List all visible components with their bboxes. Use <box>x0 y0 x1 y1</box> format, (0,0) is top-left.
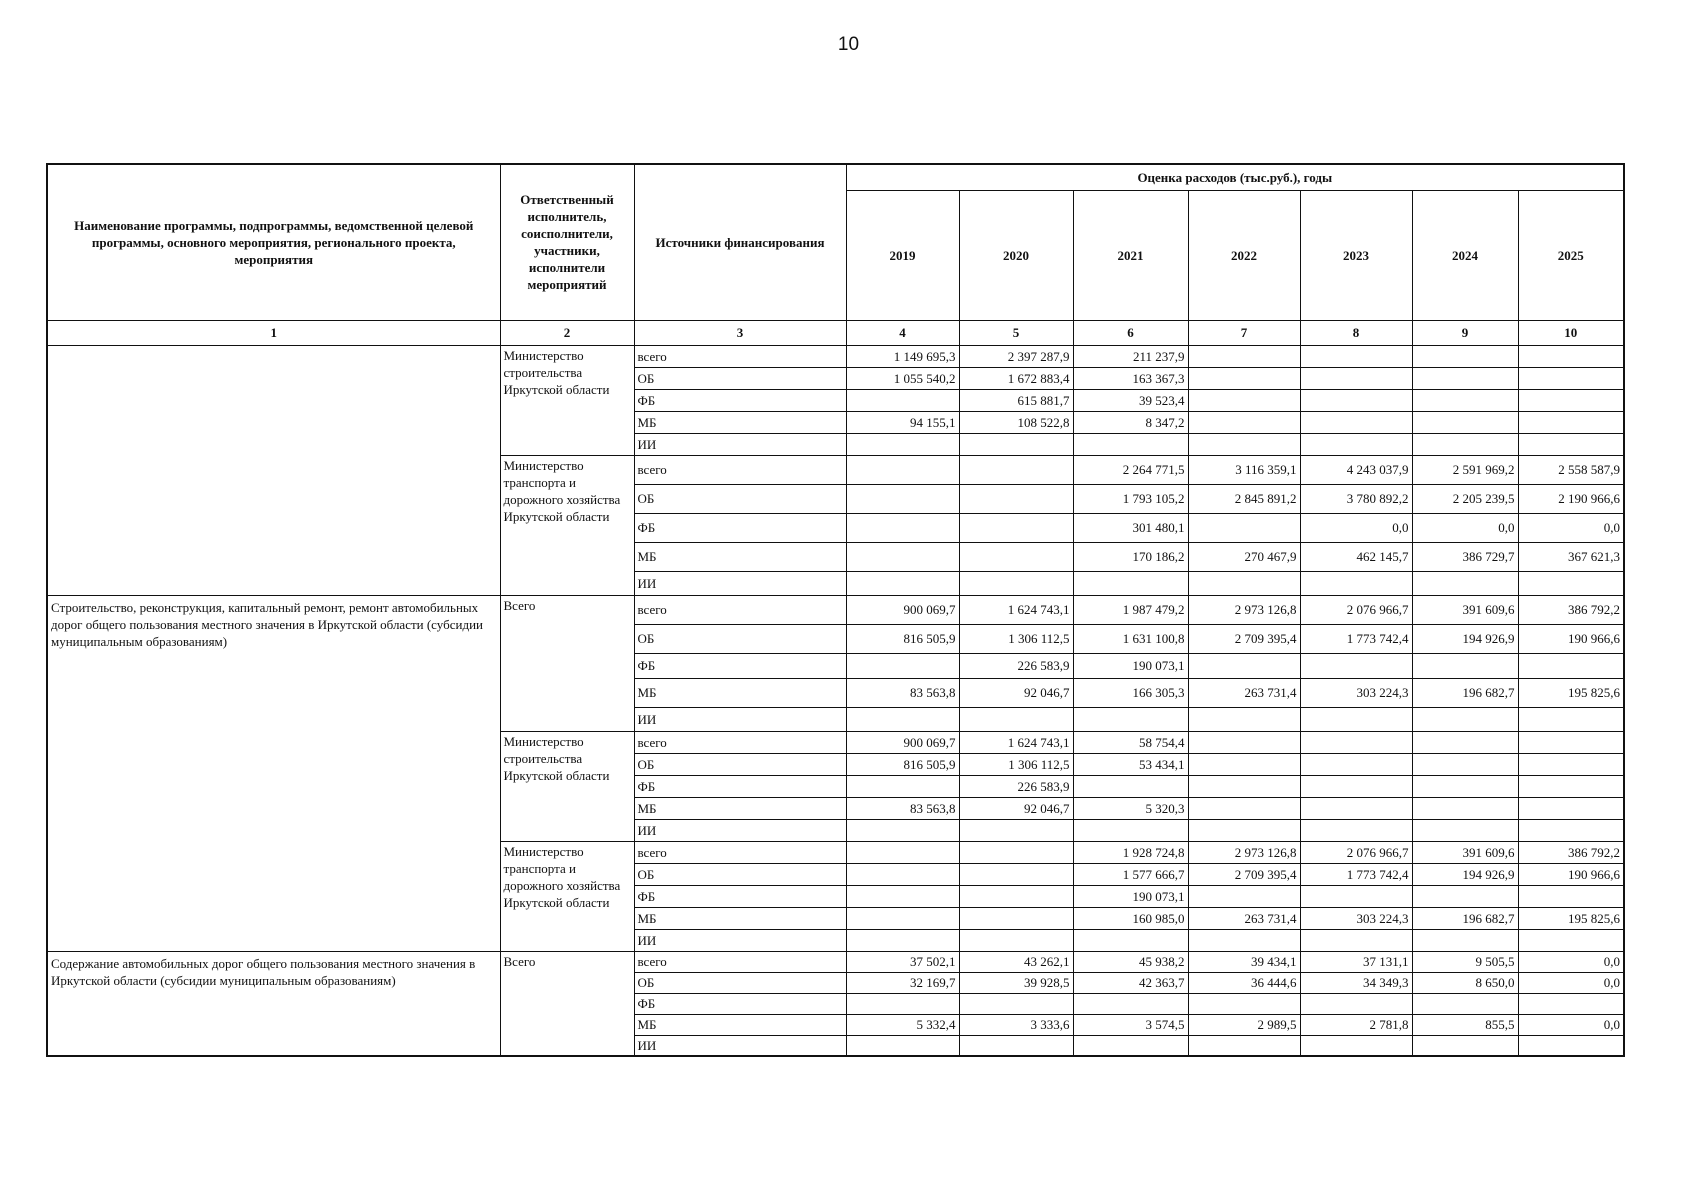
value-cell: 263 731,4 <box>1188 907 1300 929</box>
value-cell: 1 773 742,4 <box>1300 624 1412 653</box>
funding-source-cell: ИИ <box>634 929 846 951</box>
value-cell: 386 792,2 <box>1518 595 1624 624</box>
value-cell: 2 076 966,7 <box>1300 841 1412 863</box>
executor-cell: Всего <box>500 595 634 731</box>
funding-source-cell: МБ <box>634 411 846 433</box>
value-cell: 1 793 105,2 <box>1073 484 1188 513</box>
value-cell <box>1412 345 1518 367</box>
value-cell <box>1188 731 1300 753</box>
column-number: 5 <box>959 320 1073 345</box>
value-cell: 2 709 395,4 <box>1188 863 1300 885</box>
value-cell <box>1073 1035 1188 1056</box>
value-cell: 1 624 743,1 <box>959 731 1073 753</box>
value-cell <box>959 929 1073 951</box>
value-cell <box>1518 731 1624 753</box>
value-cell: 1 577 666,7 <box>1073 863 1188 885</box>
value-cell: 53 434,1 <box>1073 753 1188 775</box>
value-cell: 166 305,3 <box>1073 678 1188 707</box>
value-cell <box>959 484 1073 513</box>
value-cell: 270 467,9 <box>1188 542 1300 571</box>
value-cell: 0,0 <box>1518 513 1624 542</box>
value-cell <box>1518 1035 1624 1056</box>
value-cell: 190 966,6 <box>1518 624 1624 653</box>
value-cell <box>1412 929 1518 951</box>
value-cell <box>1188 929 1300 951</box>
value-cell: 211 237,9 <box>1073 345 1188 367</box>
value-cell: 462 145,7 <box>1300 542 1412 571</box>
header-year: 2023 <box>1300 190 1412 320</box>
table-body <box>47 345 1624 1056</box>
value-cell: 170 186,2 <box>1073 542 1188 571</box>
value-cell <box>1300 571 1412 595</box>
header-year: 2024 <box>1412 190 1518 320</box>
funding-source-cell: ОБ <box>634 367 846 389</box>
value-cell <box>1188 571 1300 595</box>
value-cell <box>846 389 959 411</box>
value-cell <box>1188 1035 1300 1056</box>
program-name-cell <box>47 345 500 595</box>
value-cell: 816 505,9 <box>846 624 959 653</box>
value-cell <box>1412 367 1518 389</box>
value-cell <box>1300 775 1412 797</box>
column-number: 7 <box>1188 320 1300 345</box>
value-cell: 9 505,5 <box>1412 951 1518 972</box>
value-cell <box>846 542 959 571</box>
value-cell <box>1412 993 1518 1014</box>
value-cell: 160 985,0 <box>1073 907 1188 929</box>
value-cell: 263 731,4 <box>1188 678 1300 707</box>
value-cell <box>1300 929 1412 951</box>
value-cell <box>1518 753 1624 775</box>
column-number: 3 <box>634 320 846 345</box>
value-cell: 8 347,2 <box>1073 411 1188 433</box>
funding-source-cell: всего <box>634 841 846 863</box>
value-cell <box>1073 819 1188 841</box>
column-number: 4 <box>846 320 959 345</box>
funding-source-cell: ФБ <box>634 389 846 411</box>
value-cell: 94 155,1 <box>846 411 959 433</box>
value-cell <box>1300 653 1412 678</box>
value-cell <box>1412 797 1518 819</box>
value-cell: 194 926,9 <box>1412 624 1518 653</box>
value-cell: 58 754,4 <box>1073 731 1188 753</box>
header-year: 2025 <box>1518 190 1624 320</box>
value-cell <box>846 863 959 885</box>
value-cell: 37 131,1 <box>1300 951 1412 972</box>
value-cell <box>1188 513 1300 542</box>
value-cell <box>959 542 1073 571</box>
header-year: 2019 <box>846 190 959 320</box>
value-cell: 1 928 724,8 <box>1073 841 1188 863</box>
value-cell: 2 558 587,9 <box>1518 455 1624 484</box>
value-cell: 2 973 126,8 <box>1188 841 1300 863</box>
value-cell <box>1412 775 1518 797</box>
value-cell: 2 989,5 <box>1188 1014 1300 1035</box>
table-row <box>47 595 1624 624</box>
value-cell <box>1188 389 1300 411</box>
value-cell: 5 320,3 <box>1073 797 1188 819</box>
value-cell: 1 987 479,2 <box>1073 595 1188 624</box>
value-cell: 194 926,9 <box>1412 863 1518 885</box>
value-cell <box>1300 707 1412 731</box>
value-cell: 36 444,6 <box>1188 972 1300 993</box>
value-cell: 190 966,6 <box>1518 863 1624 885</box>
column-number: 2 <box>500 320 634 345</box>
value-cell <box>1518 411 1624 433</box>
value-cell <box>1300 753 1412 775</box>
executor-cell: Министерство строительства Иркутской области <box>500 345 634 455</box>
value-cell <box>846 707 959 731</box>
value-cell: 301 480,1 <box>1073 513 1188 542</box>
value-cell: 0,0 <box>1300 513 1412 542</box>
value-cell: 5 332,4 <box>846 1014 959 1035</box>
executor-cell: Министерство транспорта и дорожного хозяйства Иркутской области <box>500 455 634 595</box>
value-cell: 1 773 742,4 <box>1300 863 1412 885</box>
value-cell: 83 563,8 <box>846 678 959 707</box>
value-cell <box>1073 433 1188 455</box>
funding-source-cell: ИИ <box>634 819 846 841</box>
value-cell <box>1300 345 1412 367</box>
value-cell <box>1518 367 1624 389</box>
page-number: 10 <box>837 34 860 55</box>
value-cell <box>1188 411 1300 433</box>
value-cell <box>846 513 959 542</box>
value-cell <box>846 1035 959 1056</box>
value-cell <box>1518 885 1624 907</box>
column-number: 10 <box>1518 320 1624 345</box>
value-cell <box>1300 819 1412 841</box>
funding-source-cell: ОБ <box>634 972 846 993</box>
value-cell <box>959 513 1073 542</box>
column-number: 1 <box>47 320 500 345</box>
value-cell <box>959 1035 1073 1056</box>
value-cell: 0,0 <box>1412 513 1518 542</box>
funding-source-cell: ФБ <box>634 775 846 797</box>
value-cell <box>846 929 959 951</box>
funding-source-cell: ИИ <box>634 433 846 455</box>
value-cell <box>959 433 1073 455</box>
value-cell <box>1412 819 1518 841</box>
value-cell: 2 591 969,2 <box>1412 455 1518 484</box>
value-cell: 39 434,1 <box>1188 951 1300 972</box>
value-cell: 0,0 <box>1518 972 1624 993</box>
value-cell <box>1300 797 1412 819</box>
funding-source-cell: МБ <box>634 797 846 819</box>
header-year: 2021 <box>1073 190 1188 320</box>
value-cell: 1 631 100,8 <box>1073 624 1188 653</box>
value-cell <box>846 907 959 929</box>
value-cell: 83 563,8 <box>846 797 959 819</box>
funding-source-cell: МБ <box>634 907 846 929</box>
column-number: 9 <box>1412 320 1518 345</box>
value-cell: 226 583,9 <box>959 653 1073 678</box>
funding-source-cell: ОБ <box>634 863 846 885</box>
value-cell <box>846 433 959 455</box>
value-cell <box>1188 753 1300 775</box>
budget-table <box>46 163 1625 1057</box>
funding-source-cell: ИИ <box>634 571 846 595</box>
value-cell <box>846 571 959 595</box>
table-row <box>47 951 1624 972</box>
funding-source-cell: ОБ <box>634 484 846 513</box>
value-cell: 391 609,6 <box>1412 595 1518 624</box>
value-cell <box>1073 929 1188 951</box>
value-cell <box>1188 707 1300 731</box>
value-cell <box>959 707 1073 731</box>
value-cell: 226 583,9 <box>959 775 1073 797</box>
value-cell: 45 938,2 <box>1073 951 1188 972</box>
funding-source-cell: всего <box>634 345 846 367</box>
value-cell: 2 264 771,5 <box>1073 455 1188 484</box>
value-cell <box>1300 731 1412 753</box>
value-cell <box>1518 819 1624 841</box>
value-cell: 108 522,8 <box>959 411 1073 433</box>
header-year: 2022 <box>1188 190 1300 320</box>
header-program-name: Наименование программы, подпрограммы, ведомственной целевой программы, основного мероприятия, регионального проекта, мероприятия <box>47 164 500 320</box>
value-cell <box>1300 411 1412 433</box>
value-cell: 4 243 037,9 <box>1300 455 1412 484</box>
value-cell: 2 709 395,4 <box>1188 624 1300 653</box>
value-cell <box>846 653 959 678</box>
funding-source-cell: ФБ <box>634 885 846 907</box>
value-cell <box>1412 707 1518 731</box>
header-sources: Источники финансирования <box>634 164 846 320</box>
value-cell: 615 881,7 <box>959 389 1073 411</box>
value-cell <box>1188 819 1300 841</box>
value-cell <box>1412 753 1518 775</box>
value-cell: 195 825,6 <box>1518 907 1624 929</box>
executor-cell: Министерство транспорта и дорожного хозяйства Иркутской области <box>500 841 634 951</box>
value-cell <box>846 484 959 513</box>
value-cell <box>1300 433 1412 455</box>
value-cell <box>959 841 1073 863</box>
value-cell: 386 792,2 <box>1518 841 1624 863</box>
value-cell: 0,0 <box>1518 951 1624 972</box>
value-cell: 190 073,1 <box>1073 885 1188 907</box>
value-cell: 1 149 695,3 <box>846 345 959 367</box>
value-cell <box>1518 653 1624 678</box>
value-cell: 8 650,0 <box>1412 972 1518 993</box>
value-cell <box>1073 775 1188 797</box>
value-cell: 2 205 239,5 <box>1412 484 1518 513</box>
value-cell <box>1518 571 1624 595</box>
value-cell: 855,5 <box>1412 1014 1518 1035</box>
value-cell <box>1412 411 1518 433</box>
value-cell <box>1188 345 1300 367</box>
value-cell: 2 845 891,2 <box>1188 484 1300 513</box>
value-cell: 2 781,8 <box>1300 1014 1412 1035</box>
executor-cell: Всего <box>500 951 634 1056</box>
funding-source-cell: ФБ <box>634 993 846 1014</box>
funding-source-cell: МБ <box>634 1014 846 1035</box>
value-cell: 0,0 <box>1518 1014 1624 1035</box>
value-cell: 195 825,6 <box>1518 678 1624 707</box>
value-cell <box>1300 367 1412 389</box>
value-cell: 163 367,3 <box>1073 367 1188 389</box>
value-cell <box>846 775 959 797</box>
header-cost-estimate: Оценка расходов (тыс.руб.), годы <box>846 164 1624 190</box>
value-cell: 1 306 112,5 <box>959 624 1073 653</box>
column-number: 8 <box>1300 320 1412 345</box>
value-cell <box>1412 571 1518 595</box>
value-cell: 3 780 892,2 <box>1300 484 1412 513</box>
value-cell <box>846 455 959 484</box>
value-cell <box>846 885 959 907</box>
funding-source-cell: ФБ <box>634 653 846 678</box>
value-cell <box>1518 775 1624 797</box>
value-cell <box>1518 929 1624 951</box>
value-cell <box>1188 797 1300 819</box>
funding-source-cell: ФБ <box>634 513 846 542</box>
value-cell <box>1188 885 1300 907</box>
value-cell <box>1412 731 1518 753</box>
value-cell: 303 224,3 <box>1300 907 1412 929</box>
value-cell <box>1073 993 1188 1014</box>
value-cell <box>1412 433 1518 455</box>
table-row <box>47 345 1624 367</box>
value-cell: 1 672 883,4 <box>959 367 1073 389</box>
value-cell <box>1518 797 1624 819</box>
header-executor: Ответственный исполнитель, соисполнители, участники, исполнители мероприятий <box>500 164 634 320</box>
value-cell <box>1300 885 1412 907</box>
funding-source-cell: всего <box>634 595 846 624</box>
value-cell: 391 609,6 <box>1412 841 1518 863</box>
value-cell: 1 055 540,2 <box>846 367 959 389</box>
value-cell <box>1412 885 1518 907</box>
value-cell: 2 190 966,6 <box>1518 484 1624 513</box>
value-cell <box>959 819 1073 841</box>
value-cell <box>959 571 1073 595</box>
value-cell <box>1412 653 1518 678</box>
value-cell: 37 502,1 <box>846 951 959 972</box>
value-cell <box>1300 1035 1412 1056</box>
value-cell: 42 363,7 <box>1073 972 1188 993</box>
value-cell <box>846 819 959 841</box>
value-cell: 92 046,7 <box>959 678 1073 707</box>
value-cell: 1 306 112,5 <box>959 753 1073 775</box>
value-cell <box>1188 433 1300 455</box>
value-cell: 32 169,7 <box>846 972 959 993</box>
value-cell <box>1188 367 1300 389</box>
executor-cell: Министерство строительства Иркутской области <box>500 731 634 841</box>
funding-source-cell: ОБ <box>634 624 846 653</box>
funding-source-cell: МБ <box>634 678 846 707</box>
value-cell <box>1188 775 1300 797</box>
funding-source-cell: ИИ <box>634 707 846 731</box>
value-cell: 900 069,7 <box>846 731 959 753</box>
program-name-cell: Строительство, реконструкция, капитальный ремонт, ремонт автомобильных дорог общего пользования местного значения в Иркутской области (субсидии муниципальным образованиям) <box>47 595 500 951</box>
funding-source-cell: ИИ <box>634 1035 846 1056</box>
value-cell <box>1518 345 1624 367</box>
value-cell: 190 073,1 <box>1073 653 1188 678</box>
value-cell <box>959 863 1073 885</box>
value-cell <box>1300 389 1412 411</box>
value-cell <box>846 841 959 863</box>
value-cell: 386 729,7 <box>1412 542 1518 571</box>
funding-source-cell: всего <box>634 951 846 972</box>
value-cell: 92 046,7 <box>959 797 1073 819</box>
value-cell: 816 505,9 <box>846 753 959 775</box>
value-cell <box>1518 433 1624 455</box>
value-cell: 2 973 126,8 <box>1188 595 1300 624</box>
value-cell: 1 624 743,1 <box>959 595 1073 624</box>
value-cell <box>1188 653 1300 678</box>
value-cell: 303 224,3 <box>1300 678 1412 707</box>
value-cell <box>1412 1035 1518 1056</box>
value-cell: 39 523,4 <box>1073 389 1188 411</box>
column-number: 6 <box>1073 320 1188 345</box>
value-cell: 3 574,5 <box>1073 1014 1188 1035</box>
value-cell: 39 928,5 <box>959 972 1073 993</box>
value-cell: 196 682,7 <box>1412 907 1518 929</box>
value-cell: 2 397 287,9 <box>959 345 1073 367</box>
value-cell <box>846 993 959 1014</box>
value-cell <box>1518 389 1624 411</box>
value-cell <box>959 885 1073 907</box>
header-year: 2020 <box>959 190 1073 320</box>
value-cell: 2 076 966,7 <box>1300 595 1412 624</box>
value-cell <box>1073 707 1188 731</box>
value-cell <box>1073 571 1188 595</box>
program-name-cell: Содержание автомобильных дорог общего пользования местного значения в Иркутской области (субсидии муниципальным образованиям) <box>47 951 500 1056</box>
value-cell <box>1412 389 1518 411</box>
funding-source-cell: всего <box>634 455 846 484</box>
funding-source-cell: МБ <box>634 542 846 571</box>
value-cell: 34 349,3 <box>1300 972 1412 993</box>
value-cell <box>1518 993 1624 1014</box>
value-cell <box>959 907 1073 929</box>
value-cell: 3 333,6 <box>959 1014 1073 1035</box>
value-cell <box>959 993 1073 1014</box>
value-cell <box>1300 993 1412 1014</box>
value-cell <box>959 455 1073 484</box>
value-cell: 3 116 359,1 <box>1188 455 1300 484</box>
value-cell: 367 621,3 <box>1518 542 1624 571</box>
funding-source-cell: ОБ <box>634 753 846 775</box>
funding-source-cell: всего <box>634 731 846 753</box>
value-cell: 43 262,1 <box>959 951 1073 972</box>
value-cell: 196 682,7 <box>1412 678 1518 707</box>
value-cell <box>1188 993 1300 1014</box>
value-cell <box>1518 707 1624 731</box>
value-cell: 900 069,7 <box>846 595 959 624</box>
